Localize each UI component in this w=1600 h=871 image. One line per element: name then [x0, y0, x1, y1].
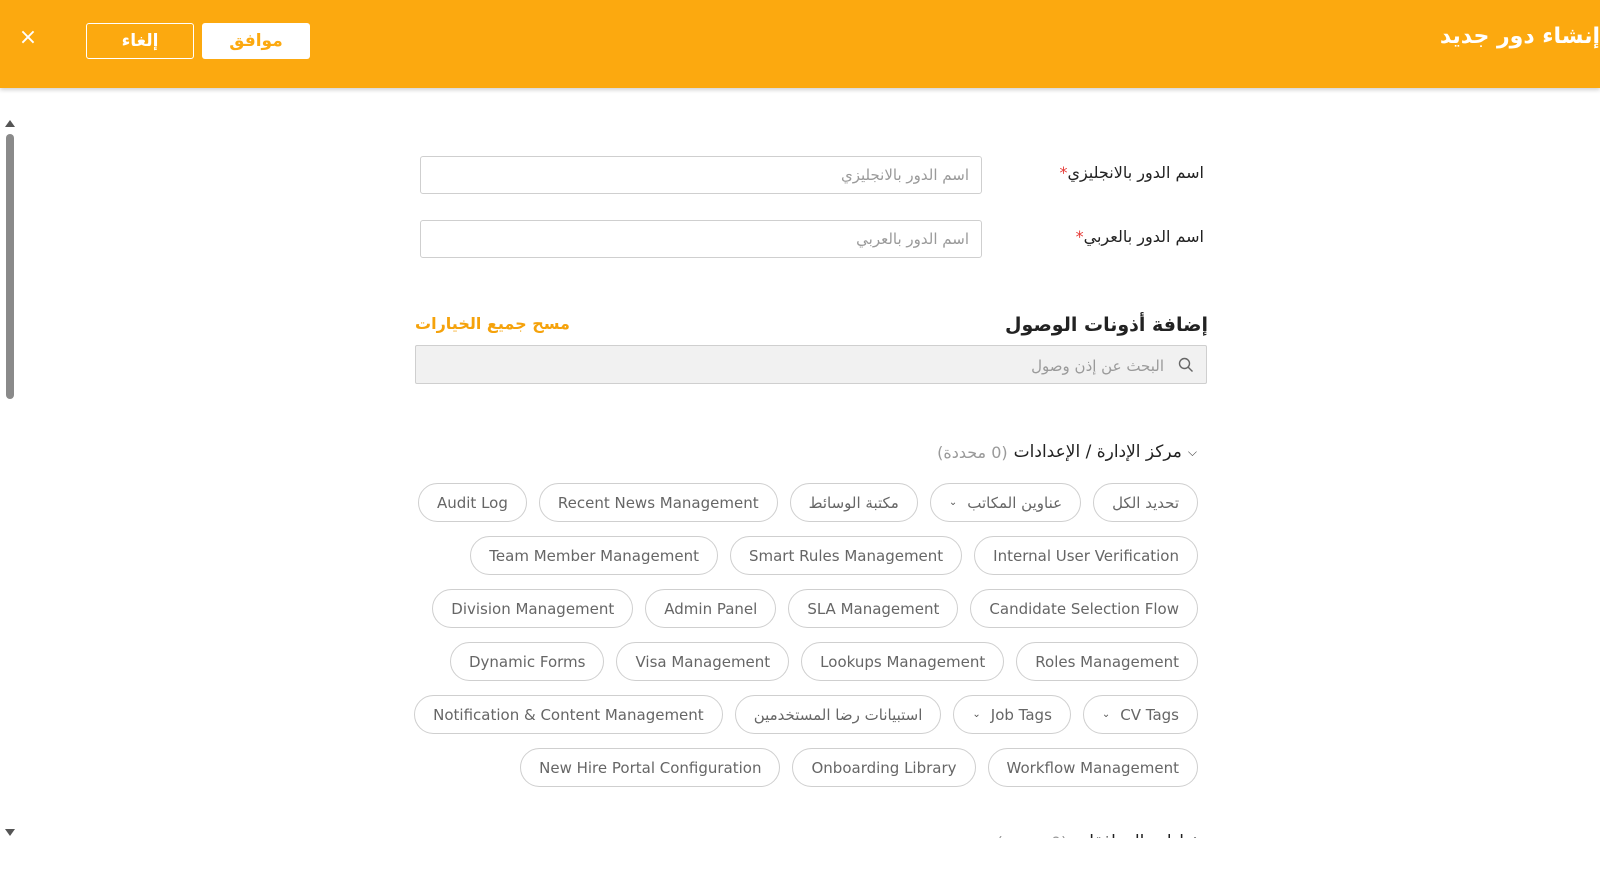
chip-division-management[interactable] [432, 589, 633, 628]
chevron-down-icon: ⌄ [1101, 709, 1111, 720]
chip-new-hire-portal-configuration[interactable] [520, 748, 780, 787]
chip-label: Roles Management [1035, 652, 1179, 671]
chip-roles-management[interactable] [1016, 642, 1198, 681]
english-name-input[interactable] [420, 156, 982, 194]
chip-sla-management[interactable] [788, 589, 958, 628]
chip-row [420, 589, 1198, 628]
chip-select-all[interactable] [1093, 483, 1198, 522]
search-icon [1178, 357, 1194, 373]
chip-job-tags[interactable] [953, 695, 1071, 734]
scroll-up-arrow-icon[interactable] [5, 120, 15, 127]
chip-label: Internal User Verification [993, 546, 1179, 565]
chip-row [420, 695, 1198, 734]
english-name-label-text: اسم الدور بالانجليزي [1067, 163, 1204, 182]
chevron-down-icon: ⌄ [948, 497, 958, 508]
permission-search-input[interactable] [462, 346, 1166, 385]
chip-media-library[interactable] [790, 483, 918, 522]
group-header-admin-settings[interactable] [937, 442, 1197, 462]
arabic-name-label-text: اسم الدور بالعربي [1083, 227, 1204, 246]
chip-label: Admin Panel [664, 599, 758, 618]
chip-office-addresses[interactable] [930, 483, 1081, 522]
required-mark: * [1075, 227, 1084, 246]
chip-row [420, 642, 1198, 681]
chip-label: مكتبة الوسائط [808, 493, 899, 512]
chip-label: Smart Rules Management [748, 546, 944, 565]
chip-recent-news-management[interactable] [539, 483, 778, 522]
dialog-header [0, 0, 1600, 88]
chip-label: Job Tags [990, 705, 1052, 724]
chip-label: Recent News Management [557, 493, 759, 512]
chip-audit-log[interactable] [418, 483, 527, 522]
chip-label: Dynamic Forms [468, 652, 586, 671]
chip-label: Lookups Management [820, 652, 986, 671]
chevron-down-icon: ⌵ [1187, 444, 1197, 459]
chip-label: Division Management [451, 599, 615, 618]
clear-all-link[interactable]: مسح جميع الخيارات [415, 314, 570, 333]
chip-row [420, 748, 1198, 787]
chip-label: Visa Management [635, 652, 771, 671]
scrollbar-thumb[interactable] [6, 134, 14, 399]
chip-label: New Hire Portal Configuration [539, 758, 762, 777]
permission-chips [420, 483, 1198, 801]
chip-visa-management[interactable] [616, 642, 789, 681]
chip-label: SLA Management [807, 599, 940, 618]
chip-label: Candidate Selection Flow [989, 599, 1179, 618]
chip-row [420, 483, 1198, 522]
chip-team-member-management[interactable] [470, 536, 718, 575]
chip-user-satisfaction-surveys[interactable] [735, 695, 942, 734]
chip-label: تحديد الكل [1112, 493, 1179, 512]
chip-label: Onboarding Library [811, 758, 957, 777]
chip-admin-panel[interactable] [645, 589, 776, 628]
chip-internal-user-verification[interactable] [974, 536, 1198, 575]
chip-label: CV Tags [1120, 705, 1179, 724]
chip-candidate-selection-flow[interactable] [970, 589, 1198, 628]
close-icon[interactable]: × [18, 25, 38, 50]
permissions-section-title: إضافة أذونات الوصول [1005, 314, 1208, 336]
chip-lookups-management[interactable] [801, 642, 1004, 681]
dialog-title: إنشاء دور جديد [1439, 24, 1600, 49]
chip-label: Notification & Content Management [433, 705, 704, 724]
chip-workflow-management[interactable] [988, 748, 1198, 787]
chip-onboarding-library[interactable] [792, 748, 975, 787]
arabic-name-input[interactable] [420, 220, 982, 258]
chip-label: Team Member Management [489, 546, 699, 565]
chip-notification-content-management[interactable] [414, 695, 723, 734]
chip-cv-tags[interactable] [1083, 695, 1198, 734]
chip-label: عناوين المكاتب [967, 493, 1063, 512]
chip-smart-rules-management[interactable] [730, 536, 962, 575]
group-name: مركز الإدارة / الإعدادات [1013, 442, 1182, 462]
group-selected-count: (0 محددة) [937, 442, 1008, 462]
english-name-label [1059, 163, 1204, 182]
required-mark: * [1059, 163, 1068, 182]
chevron-down-icon: ⌄ [972, 709, 981, 720]
chip-label: استبيانات رضا المستخدمين [753, 705, 923, 724]
chip-row [420, 536, 1198, 575]
cancel-button[interactable]: إلغاء [86, 23, 194, 59]
vertical-scrollbar[interactable] [0, 116, 22, 846]
arabic-name-label [1076, 227, 1204, 246]
ok-button[interactable]: موافق [202, 23, 310, 59]
viewport-bottom-edge [0, 838, 1600, 871]
scroll-down-arrow-icon[interactable] [5, 829, 15, 836]
chip-label: Audit Log [436, 493, 508, 512]
permission-search-box[interactable] [415, 345, 1207, 384]
chip-label: Workflow Management [1006, 758, 1179, 777]
chip-dynamic-forms[interactable] [450, 642, 605, 681]
